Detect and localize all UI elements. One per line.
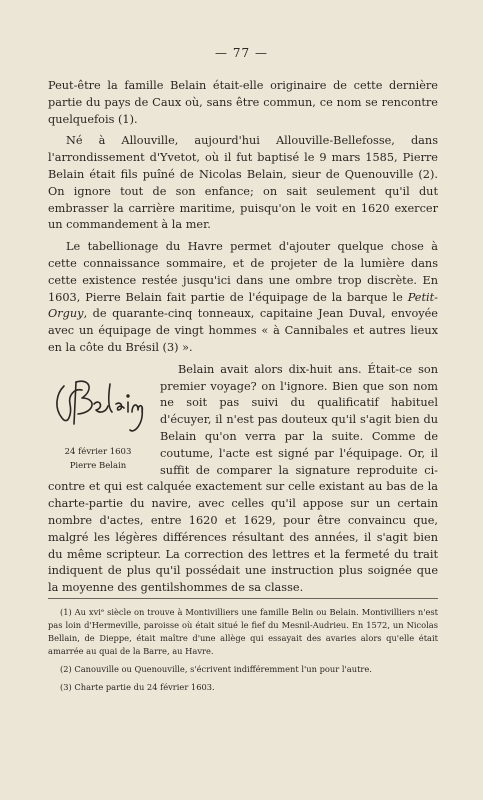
signature-caption-name: Pierre Belain <box>69 460 127 471</box>
signature-section <box>48 362 438 597</box>
signature-caption-date: 24 février 1603 <box>64 446 132 457</box>
signature-image <box>50 364 146 444</box>
paragraph-2: Né à Allouville, aujourd'hui Allouville-Bellefosse, dans l'arrondissement d'Yvetot, où il fut baptisé le 9 mars 1585, Pierre Belain était fils puîné de Nicolas Belain, sieur de Quenouville (2). On ignore tout de son enfance; on sait seulement qu'il dut embrasser la carrière maritime, puisqu'on le voit en 1620 exercer un commandement à la mer. <box>48 134 438 232</box>
paragraph-3-end: , de quarante-cinq tonneaux, capitaine Jean Duval, envoyée avec un équipage de vingt hommes « à Cannibales et autres lieux en la côte du Brésil (3) ». <box>48 307 438 354</box>
ship-name: Petit-Orguy <box>48 290 438 321</box>
footnote-rule <box>48 598 438 599</box>
footnote-2: (2) Canouville ou Quenouville, s'écrivent indifféremment l'un pour l'autre. <box>60 664 372 674</box>
footnotes <box>48 606 438 699</box>
page-number: — 77 — <box>215 46 268 60</box>
paragraph-3 <box>48 239 438 357</box>
paragraph-4: Belain avait alors dix-huit ans. Était-ce son premier voyage? on l'ignore. Bien que son nom ne soit pas suivi du qualificatif habituel d'écuyer, il n'est pas douteux qu'il s'agit bien du Belain qu'on verra par la suite. Comme de coutume, l'acte est signé par l'équipage. Or, il suffit de comparer la signature reproduite ci-contre et qui est calquée exactement sur celle existant au bas de la charte-partie du navire, avec celles qu'il appose sur un certain nombre d'actes, entre 1620 et 1629, pour être convaincu que, malgré les légères différences résultant des années, il s'agit bien du même scripteur. La correction des lettres et la fermeté du trait indiquent de plus qu'il possédait une instruction plus soignée que la moyenne des gentilshommes de sa classe. <box>48 362 438 595</box>
signature-figure <box>48 364 148 476</box>
footnote-1: (1) Au xviᵉ siècle on trouve à Montivilliers une famille Belin ou Belain. Montivilliers n'est pas loin d'Hermeville, paroisse où était situé le fief du Mesnil-Audrieu. En 1572, un Nicolas Bellain, de Dieppe, était maître d'une allège qui essayait des avaries alors qu'elle était amarrée au quai de la Barre, au Havre. <box>48 607 438 656</box>
main-text <box>48 78 438 602</box>
paragraph-3-start: Le tabellionage du Havre permet d'ajouter quelque chose à cette connaissance sommaire, et de projeter de la lumière dans cette existence restée jusqu'ici dans une ombre trop discrète. En 1603, Pierre Belain fait partie de l'équipage de la barque le <box>48 240 438 304</box>
paragraph-1: Peut-être la famille Belain était-elle originaire de cette dernière partie du pays de Caux où, sans être commun, ce nom se rencontre quelquefois (1). <box>48 79 438 126</box>
footnote-3: (3) Charte partie du 24 février 1603. <box>60 682 215 692</box>
